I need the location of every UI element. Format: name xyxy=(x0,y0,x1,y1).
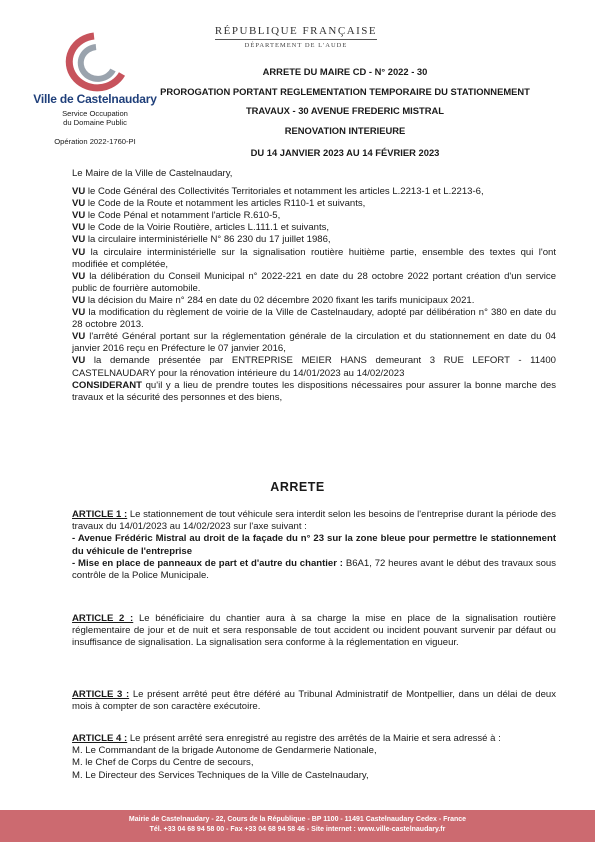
arrete-heading: ARRETE xyxy=(270,480,325,494)
article-1-bullet-1: - Avenue Frédéric Mistral au droit de la façade du n° 23 sur la zone bleue pour permettre le stationnement du véhicule de l'entreprise xyxy=(72,533,556,557)
vu-item xyxy=(72,355,556,379)
vu-label: VU xyxy=(72,222,86,234)
footer-address: Mairie de Castelnaudary - 22, Cours de la République - BP 1100 - 11491 Castelnaudary Cedex - France xyxy=(128,816,467,823)
vu-text: la délibération du Conseil Municipal n° 2022-221 en date du 28 octobre 2022 portant création d'un service public de fourrière automobile. xyxy=(72,270,557,294)
vu-text: la circulaire interministérielle sur la signalisation routière huitième partie, ensemble des textes qui l'ont modifiée et complétée, xyxy=(72,246,556,270)
operation-number: Opération 2022-1760-PI xyxy=(54,137,136,146)
department-heading: DÉPARTEMENT DE L'AUDE xyxy=(244,42,348,49)
works-location: TRAVAUX - 30 AVENUE FREDERIC MISTRAL xyxy=(245,105,445,116)
vu-text: la demande présentée par ENTREPRISE MEIER HANS demeurant 3 RUE LEFORT - 11400 CASTELNAUDARY pour la rénovation intérieure du 14/01/2023 au 14/02/2023 xyxy=(72,355,556,379)
article-3 xyxy=(72,689,556,713)
vu-item xyxy=(72,186,556,198)
article-1 xyxy=(72,509,556,582)
vu-label: VU xyxy=(72,210,86,222)
vu-text: l'arrêté Général portant sur la réglementation générale de la circulation et du stationnement en date du 04 janvier 2016 reçu en Préfecture le 07 janvier 2016, xyxy=(72,331,556,355)
article-1-label: ARTICLE 1 : xyxy=(72,509,128,520)
vu-item xyxy=(72,331,556,355)
vu-item xyxy=(72,271,556,295)
republic-divider xyxy=(215,39,377,40)
vu-label: VU xyxy=(72,331,86,343)
considerant-item xyxy=(72,380,556,404)
recipient-line: M. Le Directeur des Services Techniques de la Ville de Castelnaudary, xyxy=(72,769,369,781)
article-3-label: ARTICLE 3 : xyxy=(72,689,130,700)
article-4-label: ARTICLE 4 : xyxy=(72,733,128,744)
article-4 xyxy=(72,733,556,782)
article-1-bullet-2 xyxy=(72,558,556,582)
vu-label: VU xyxy=(72,246,86,258)
vu-text: la décision du Maire n° 284 en date du 02 décembre 2020 fixant les tarifs municipaux 2021. xyxy=(87,294,475,306)
recipient-line: M. Le Commandant de la brigade Autonome de Gendarmerie Nationale, xyxy=(72,745,377,757)
vu-text: le Code de la Voirie Routière, articles L.111.1 et suivants, xyxy=(87,222,330,234)
vu-label: VU xyxy=(72,270,86,282)
vu-item xyxy=(72,307,556,331)
article-2 xyxy=(72,613,556,650)
recipient-line: M. le Chef de Corps du Centre de secours, xyxy=(72,757,254,769)
vu-text: la circulaire interministérielle N° 86 230 du 17 juillet 1986, xyxy=(87,234,331,246)
considerant-text: qu'il y a lieu de prendre toutes les dispositions nécessaires pour assurer la bonne marche des travaux et la sécurité des personnes et des biens, xyxy=(72,379,556,403)
vu-text: le Code Pénal et notamment l'article R.610-5, xyxy=(87,210,281,222)
service-line-2: du Domaine Public xyxy=(63,118,127,127)
vu-item xyxy=(72,234,556,246)
preamble xyxy=(72,168,556,404)
article-1-bullet-2-text: B6A1, 72 heures avant le début des travaux sous contrôle de la Police Municipale. xyxy=(72,557,557,582)
vu-text: le Code Général des Collectivités Territoriales et notamment les articles L.2213-1 et L.2213-6, xyxy=(87,186,484,198)
vu-item xyxy=(72,222,556,234)
vu-label: VU xyxy=(72,234,86,246)
vu-label: VU xyxy=(72,186,86,198)
vu-text: le Code de la Route et notamment les articles R110-1 et suivants, xyxy=(87,198,366,210)
considerant-label: CONSIDERANT xyxy=(72,379,143,391)
article-4-text: Le présent arrêté sera enregistré au registre des arrêtés de la Mairie et sera adressé à : xyxy=(127,733,501,744)
vu-item xyxy=(72,295,556,307)
works-nature: RENOVATION INTERIEURE xyxy=(284,125,406,136)
castelnaudary-logo xyxy=(52,30,136,94)
vu-item xyxy=(72,247,556,271)
vu-item xyxy=(72,198,556,210)
vu-label: VU xyxy=(72,198,86,210)
vu-label: VU xyxy=(72,294,86,306)
decree-subject: PROROGATION PORTANT REGLEMENTATION TEMPORAIRE DU STATIONNEMENT xyxy=(160,86,530,97)
vu-text: la modification du règlement de voirie de la Ville de Castelnaudary, adopté par délibération n° 380 en date du 28 octobre 2013. xyxy=(72,307,556,331)
republic-heading: RÉPUBLIQUE FRANÇAISE xyxy=(214,25,378,37)
mayor-intro: Le Maire de la Ville de Castelnaudary, xyxy=(72,168,233,179)
decree-number: ARRETE DU MAIRE CD - N° 2022 - 30 xyxy=(262,66,428,77)
article-2-label: ARTICLE 2 : xyxy=(72,613,134,624)
article-1-bullet-2-title: - Mise en place de panneaux de part et d'autre du chantier : xyxy=(72,557,343,569)
footer-contact: Tél. +33 04 68 94 58 00 - Fax +33 04 68 94 58 46 - Site internet : www.ville-castelnaudary.fr xyxy=(149,826,446,833)
decree-period: DU 14 JANVIER 2023 AU 14 FÉVRIER 2023 xyxy=(250,147,440,158)
article-2-text: Le bénéficiaire du chantier aura à sa charge la mise en place de la signalisation routière réglementaire de jour et de nuit et sera responsable de tout accident ou incident pouvant survenir par défaut ou insuffisance de signalisation. La signalisation sera conforme à la réglementation en vigueur. xyxy=(72,613,556,649)
vu-item xyxy=(72,210,556,222)
vu-label: VU xyxy=(72,307,86,319)
article-1-text: Le stationnement de tout véhicule sera interdit selon les besoins de l'entreprise durant la période des travaux du 14/01/2023 au 14/02/2023 sur l'axe suivant : xyxy=(72,509,556,533)
vu-label: VU xyxy=(72,355,86,367)
city-name: Ville de Castelnaudary xyxy=(33,92,157,106)
service-line-1: Service Occupation xyxy=(62,109,128,118)
article-3-text: Le présent arrêté peut être déféré au Tribunal Administratif de Montpellier, dans un délai de deux mois à compter de son caractère exécutoire. xyxy=(72,689,556,713)
